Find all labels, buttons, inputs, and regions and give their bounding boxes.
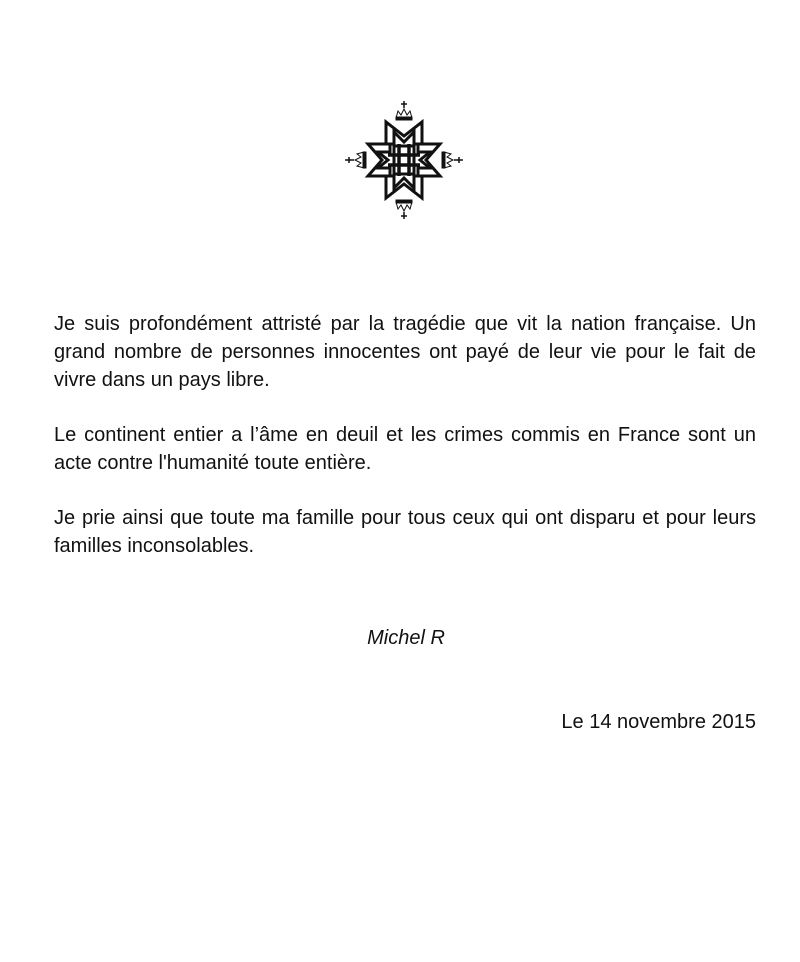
letter-date: Le 14 novembre 2015 (561, 711, 756, 733)
signature: Michel R (367, 627, 445, 649)
royal-monogram-cross-icon (338, 96, 470, 224)
paragraph-3: Je prie ainsi que toute ma famille pour tous ceux qui ont disparu et pour leurs familles inconsolables. (54, 507, 756, 557)
paragraph-2: Le continent entier a l’âme en deuil et les crimes commis en France sont un acte contre l'humanité toute entière. (54, 424, 756, 474)
paragraph-1: Je suis profondément attristé par la tragédie que vit la nation française. Un grand nombre de personnes innocentes ont payé de leur vie pour le fait de vivre dans un pays libre. (54, 313, 756, 391)
letter-body (54, 310, 756, 587)
